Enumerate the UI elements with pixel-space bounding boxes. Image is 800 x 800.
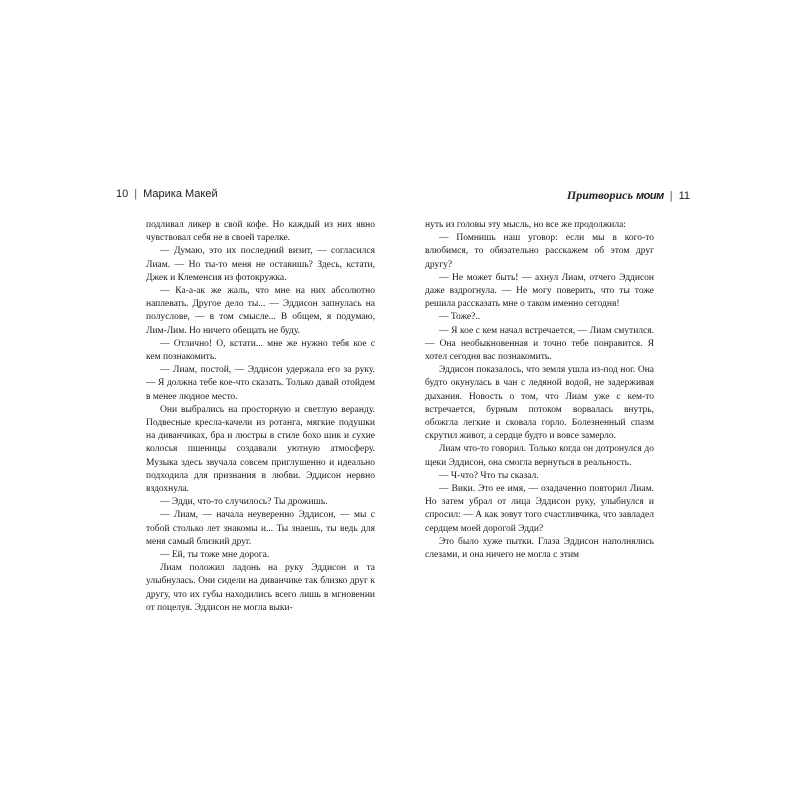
paragraph: нуть из головы эту мысль, но все же продолжила: [425, 220, 626, 230]
left-running-head [116, 188, 218, 200]
paragraph: — Вики. Это ее имя, — озадаченно повторил Лиам. Но затем убрал от лица Эддисон руку, улыбнулся и спросил: — А как зовут того счастливчика, что завладел сердцем моей дорогой Эдди? [425, 484, 654, 534]
paragraph: — Ей, ты тоже мне дорога. [160, 550, 270, 561]
paragraph: — Лиам, — начала неуверенно Эддисон, — мы с тобой столько лет знакомы и... Ты знаешь, ты ведь для меня самый близкий друг. [146, 510, 375, 547]
right-running-head [567, 188, 690, 203]
paragraph: — Помнишь наш уговор: если мы в кого-то влюбимся, то обязательно расскажем об этом друг другу? [425, 233, 654, 270]
book-title-accent: моим [636, 190, 664, 202]
header-separator: | [134, 188, 138, 200]
right-page-number: 11 [678, 190, 690, 202]
paragraph: — Отлично! О, кстати... мне же нужно тебя кое с кем познакомить. [146, 338, 375, 363]
paragraph: — Ч-что? Что ты сказал. [439, 470, 539, 481]
right-page-body [425, 219, 654, 562]
header-separator: | [669, 190, 673, 202]
paragraph: Это было хуже пытки. Глаза Эддисон наполнялись слезами, и она ничего не могла с этим [425, 536, 654, 561]
paragraph: подливал ликер в свой кофе. Но каждый из них явно чувствовал себя не в своей тарелке. [146, 220, 375, 244]
paragraph: — Думаю, это их последний визит, — согласился Лиам. — Но ты-то меня не оставишь? Здесь, кстати, Джек и Клеменсия из фотокружка. [146, 246, 375, 283]
book-title: Притворись [566, 188, 633, 202]
paragraph: — Не может быть! — ахнул Лиам, отчего Эддисон даже вздрогнула. — Не могу поверить, что ты тоже решила рассказать мне о таком именно сегодня! [425, 272, 654, 310]
author-name: Марика Макей [143, 188, 218, 200]
paragraph: — Я кое с кем начал встречается, — Лиам смутился. — Она необыкновенная и точно тебе понравится. Я хотел сегодня вас познакомить. [425, 325, 654, 363]
paragraph: Они выбрались на просторную и светлую веранду. Подвесные кресла-качели из ротанга, мягкие подушки на диванчиках, бра и люстры в стиле бохо шик и сухие колосья пшеницы создавали уютную атмосферу. Музыка здесь звучала совсем приглушенно и идеально подходила для признания в любви. Эддисон нервно вздохнула. [146, 404, 375, 495]
paragraph: — Эдди, что-то случилось? Ты дрожишь. [160, 497, 328, 508]
paragraph: — Тоже?.. [439, 312, 481, 323]
paragraph: — Ка-а-ак же жаль, что мне на них абсолютно наплевать. Другое дело ты... — Эддисон запнулась на полуслове, — в том смысле... В общем, я подумаю, Лим-Лим. Но ничего обещать не буду. [146, 286, 375, 336]
paragraph: Лиам положил ладонь на руку Эддисон и та улыбнулась. Они сидели на диванчике так близко друг к другу, что их губы находились всего лишь в мгновении от поцелуя. Эддисон не могла выки- [146, 563, 375, 613]
paragraph: Лиам что-то говорил. Только когда он дотронулся до щеки Эддисон, она смогла вернуться в реальность. [425, 444, 654, 468]
left-page-number: 10 [116, 188, 129, 200]
paragraph: Эддисон показалось, что земля ушла из-под ног. Она будто окунулась в чан с ледяной водой, не задерживая дыхания. Новость о том, что Лиам уже с кем-то встречается, бурным потоком ворвалась внутрь, обожгла легкие и сковала горло. Болезненный спазм скрутил живот, а сердце будто и вовсе замерло. [425, 365, 654, 442]
left-page-body [146, 219, 375, 615]
paragraph: — Лиам, постой, — Эддисон удержала его за руку. — Я должна тебе кое-что сказать. Только давай отойдем в менее людное место. [146, 365, 375, 402]
